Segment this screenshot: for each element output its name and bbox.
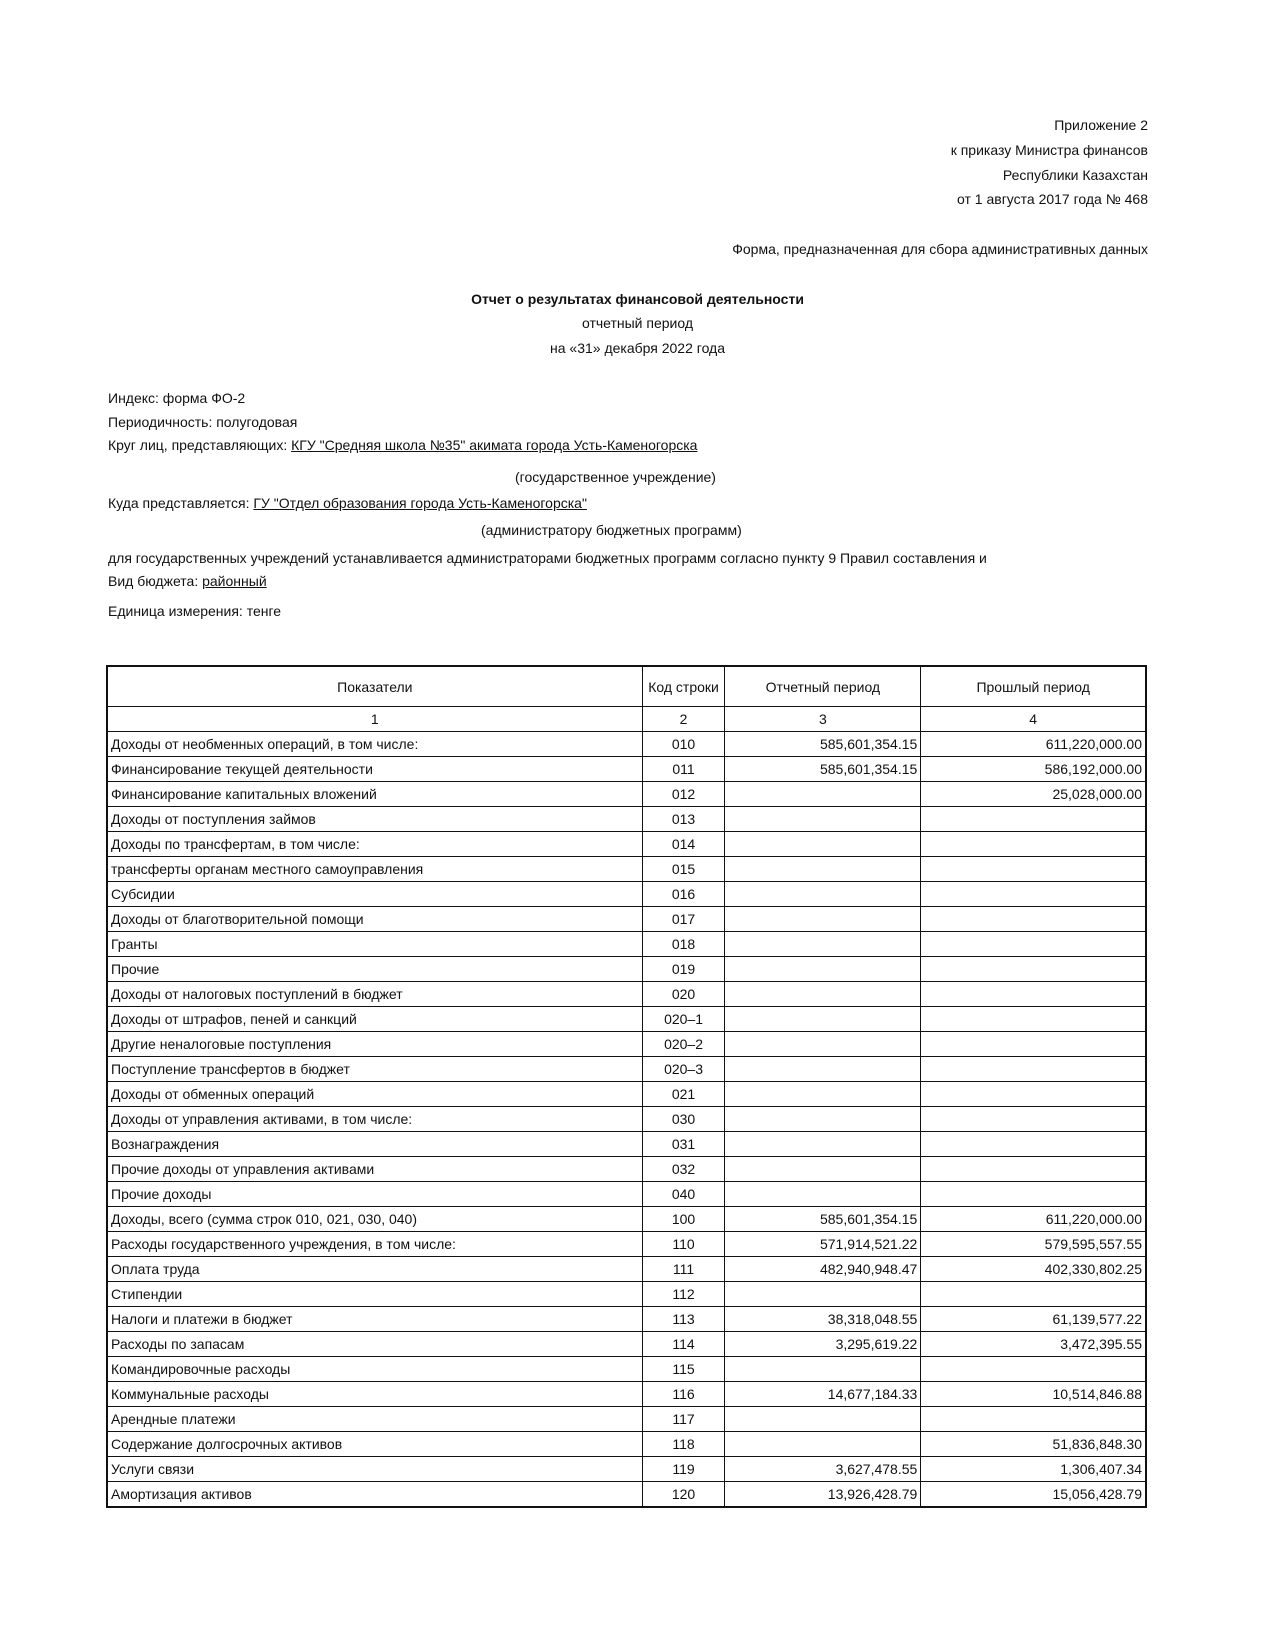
row-previous-value-cell: [921, 907, 1146, 932]
row-indicator-cell: Поступление трансфертов в бюджет: [107, 1057, 642, 1082]
row-current-value-cell: 571,914,521.22: [725, 1232, 921, 1257]
table-row: [107, 957, 1146, 982]
order-date-label: от 1 августа 2017 года № 468: [957, 191, 1148, 207]
report-date: на «31» декабря 2022 года: [550, 340, 725, 356]
column-number: 3: [725, 707, 921, 732]
deadline-text: для государственных учреждений устанавливается администраторами бюджетных программ согласно пункту 9 Правил составления и: [108, 550, 987, 566]
row-indicator-cell: Расходы государственного учреждения, в том числе:: [107, 1232, 642, 1257]
table-row: [107, 1282, 1146, 1307]
row-indicator-cell: Доходы от налоговых поступлений в бюджет: [107, 982, 642, 1007]
table-row: [107, 1007, 1146, 1032]
table-row: [107, 1407, 1146, 1432]
row-current-value-cell: 585,601,354.15: [725, 732, 921, 757]
submitters-note: (государственное учреждение): [515, 469, 716, 485]
row-code-cell: 110: [642, 1232, 725, 1257]
row-current-value-cell: 14,677,184.33: [725, 1382, 921, 1407]
table-row: [107, 1382, 1146, 1407]
row-previous-value-cell: 25,028,000.00: [921, 782, 1146, 807]
row-previous-value-cell: [921, 1282, 1146, 1307]
row-code-cell: 013: [642, 807, 725, 832]
row-indicator-cell: Финансирование капитальных вложений: [107, 782, 642, 807]
row-previous-value-cell: 10,514,846.88: [921, 1382, 1146, 1407]
table-row: [107, 832, 1146, 857]
row-previous-value-cell: 586,192,000.00: [921, 757, 1146, 782]
table-body: [107, 732, 1146, 1508]
row-code-cell: 117: [642, 1407, 725, 1432]
report-title: Отчет о результатах финансовой деятельности: [471, 291, 804, 307]
row-indicator-cell: Прочие доходы: [107, 1182, 642, 1207]
row-indicator-cell: Доходы от благотворительной помощи: [107, 907, 642, 932]
row-indicator-cell: Оплата труда: [107, 1257, 642, 1282]
row-previous-value-cell: [921, 1182, 1146, 1207]
row-indicator-cell: Доходы по трансфертам, в том числе:: [107, 832, 642, 857]
row-previous-value-cell: 51,836,848.30: [921, 1432, 1146, 1457]
table-row: [107, 782, 1146, 807]
table-row: [107, 1232, 1146, 1257]
row-previous-value-cell: 15,056,428.79: [921, 1482, 1146, 1508]
row-previous-value-cell: [921, 1082, 1146, 1107]
period-label: отчетный период: [581, 315, 694, 331]
row-current-value-cell: [725, 1432, 921, 1457]
row-code-cell: 118: [642, 1432, 725, 1457]
row-indicator-cell: Налоги и платежи в бюджет: [107, 1307, 642, 1332]
row-previous-value-cell: 579,595,557.55: [921, 1232, 1146, 1257]
row-indicator-cell: Расходы по запасам: [107, 1332, 642, 1357]
row-previous-value-cell: [921, 1357, 1146, 1382]
row-indicator-cell: Доходы от обменных операций: [107, 1082, 642, 1107]
column-header-previous: Прошлый период: [921, 666, 1146, 707]
row-indicator-cell: Арендные платежи: [107, 1407, 642, 1432]
budget-label: Вид бюджета:: [108, 573, 203, 589]
table-row: [107, 807, 1146, 832]
row-indicator-cell: Доходы от необменных операций, в том числе:: [107, 732, 642, 757]
row-code-cell: 020–2: [642, 1032, 725, 1057]
row-code-cell: 014: [642, 832, 725, 857]
row-code-cell: 032: [642, 1157, 725, 1182]
row-indicator-cell: Стипендии: [107, 1282, 642, 1307]
row-code-cell: 021: [642, 1082, 725, 1107]
row-code-cell: 010: [642, 732, 725, 757]
table-row: [107, 857, 1146, 882]
row-previous-value-cell: 3,472,395.55: [921, 1332, 1146, 1357]
table-row: [107, 1332, 1146, 1357]
row-current-value-cell: [725, 1082, 921, 1107]
table-row: [107, 1307, 1146, 1332]
recipient-label: Куда представляется:: [108, 495, 254, 511]
row-indicator-cell: Прочие доходы от управления активами: [107, 1157, 642, 1182]
table-row: [107, 1057, 1146, 1082]
row-current-value-cell: [725, 782, 921, 807]
row-code-cell: 119: [642, 1457, 725, 1482]
row-indicator-cell: Содержание долгосрочных активов: [107, 1432, 642, 1457]
row-current-value-cell: [725, 1032, 921, 1057]
submitters-label: Круг лиц, представляющих:: [108, 437, 292, 453]
row-indicator-cell: Коммунальные расходы: [107, 1382, 642, 1407]
form-purpose-label: Форма, предназначенная для сбора административных данных: [732, 241, 1148, 257]
row-current-value-cell: [725, 857, 921, 882]
row-code-cell: 111: [642, 1257, 725, 1282]
row-current-value-cell: [725, 807, 921, 832]
row-current-value-cell: [725, 1357, 921, 1382]
table-row: [107, 1182, 1146, 1207]
recipient-line: [108, 495, 587, 511]
table-row: [107, 757, 1146, 782]
row-code-cell: 112: [642, 1282, 725, 1307]
row-previous-value-cell: 611,220,000.00: [921, 1207, 1146, 1232]
row-current-value-cell: 585,601,354.15: [725, 1207, 921, 1232]
row-current-value-cell: [725, 982, 921, 1007]
order-label: к приказу Министра финансов: [950, 142, 1148, 158]
table-row: [107, 732, 1146, 757]
row-current-value-cell: [725, 932, 921, 957]
row-current-value-cell: [725, 907, 921, 932]
row-code-cell: 017: [642, 907, 725, 932]
row-current-value-cell: [725, 1182, 921, 1207]
recipient-value: ГУ "Отдел образования города Усть-Каменогорска": [253, 495, 587, 511]
row-current-value-cell: [725, 1282, 921, 1307]
row-indicator-cell: Доходы от управления активами, в том числе:: [107, 1107, 642, 1132]
row-indicator-cell: трансферты органам местного самоуправления: [107, 857, 642, 882]
row-previous-value-cell: [921, 932, 1146, 957]
column-number: 2: [642, 707, 725, 732]
row-current-value-cell: [725, 1132, 921, 1157]
budget-value: районный: [202, 573, 267, 589]
table-row: [107, 1357, 1146, 1382]
row-current-value-cell: [725, 1107, 921, 1132]
row-current-value-cell: 3,295,619.22: [725, 1332, 921, 1357]
row-code-cell: 030: [642, 1107, 725, 1132]
table-row: [107, 907, 1146, 932]
row-current-value-cell: 585,601,354.15: [725, 757, 921, 782]
row-indicator-cell: Командировочные расходы: [107, 1357, 642, 1382]
table-row: [107, 1207, 1146, 1232]
republic-label: Республики Казахстан: [1002, 167, 1148, 183]
report-table: [106, 665, 1147, 1508]
budget-line: [108, 573, 267, 589]
row-previous-value-cell: [921, 1157, 1146, 1182]
table-row: [107, 1257, 1146, 1282]
table-row: [107, 1082, 1146, 1107]
row-current-value-cell: 38,318,048.55: [725, 1307, 921, 1332]
row-previous-value-cell: 611,220,000.00: [921, 732, 1146, 757]
table-row: [107, 882, 1146, 907]
row-current-value-cell: [725, 1057, 921, 1082]
row-indicator-cell: Амортизация активов: [107, 1482, 642, 1508]
row-previous-value-cell: [921, 857, 1146, 882]
row-previous-value-cell: [921, 882, 1146, 907]
column-header-current: Отчетный период: [725, 666, 921, 707]
row-previous-value-cell: [921, 957, 1146, 982]
submitters-line: [108, 437, 697, 453]
row-indicator-cell: Другие неналоговые поступления: [107, 1032, 642, 1057]
row-code-cell: 012: [642, 782, 725, 807]
row-previous-value-cell: [921, 1032, 1146, 1057]
row-indicator-cell: Финансирование текущей деятельности: [107, 757, 642, 782]
row-code-cell: 116: [642, 1382, 725, 1407]
row-previous-value-cell: [921, 1057, 1146, 1082]
row-previous-value-cell: 61,139,577.22: [921, 1307, 1146, 1332]
row-code-cell: 114: [642, 1332, 725, 1357]
table-row: [107, 982, 1146, 1007]
row-code-cell: 019: [642, 957, 725, 982]
table-row: [107, 1157, 1146, 1182]
submitters-value: КГУ "Средняя школа №35" акимата города Усть-Каменогорска: [291, 437, 698, 453]
row-code-cell: 015: [642, 857, 725, 882]
row-code-cell: 016: [642, 882, 725, 907]
row-code-cell: 120: [642, 1482, 725, 1508]
row-current-value-cell: [725, 1157, 921, 1182]
column-header-indicators: Показатели: [107, 666, 642, 707]
appendix-label: Приложение 2: [1054, 117, 1148, 133]
row-indicator-cell: Услуги связи: [107, 1457, 642, 1482]
row-current-value-cell: 13,926,428.79: [725, 1482, 921, 1508]
row-current-value-cell: [725, 1407, 921, 1432]
row-code-cell: 115: [642, 1357, 725, 1382]
recipient-note: (администратору бюджетных программ): [481, 522, 742, 538]
row-previous-value-cell: [921, 832, 1146, 857]
row-code-cell: 040: [642, 1182, 725, 1207]
row-code-cell: 113: [642, 1307, 725, 1332]
row-code-cell: 020: [642, 982, 725, 1007]
row-current-value-cell: 482,940,948.47: [725, 1257, 921, 1282]
row-code-cell: 020–1: [642, 1007, 725, 1032]
column-number: 4: [921, 707, 1146, 732]
row-previous-value-cell: [921, 1407, 1146, 1432]
row-indicator-cell: Доходы от штрафов, пеней и санкций: [107, 1007, 642, 1032]
row-current-value-cell: [725, 1007, 921, 1032]
column-number-row: [107, 707, 1146, 732]
row-code-cell: 031: [642, 1132, 725, 1157]
row-current-value-cell: [725, 957, 921, 982]
table-row: [107, 1132, 1146, 1157]
row-indicator-cell: Гранты: [107, 932, 642, 957]
periodicity-label: Периодичность: полугодовая: [108, 414, 298, 430]
row-indicator-cell: Субсидии: [107, 882, 642, 907]
row-previous-value-cell: [921, 1132, 1146, 1157]
row-code-cell: 011: [642, 757, 725, 782]
row-previous-value-cell: [921, 807, 1146, 832]
table-row: [107, 1432, 1146, 1457]
row-current-value-cell: [725, 832, 921, 857]
row-previous-value-cell: [921, 1107, 1146, 1132]
row-previous-value-cell: 1,306,407.34: [921, 1457, 1146, 1482]
row-indicator-cell: Прочие: [107, 957, 642, 982]
row-current-value-cell: [725, 882, 921, 907]
row-previous-value-cell: [921, 982, 1146, 1007]
row-previous-value-cell: [921, 1007, 1146, 1032]
row-code-cell: 018: [642, 932, 725, 957]
row-indicator-cell: Доходы от поступления займов: [107, 807, 642, 832]
row-previous-value-cell: 402,330,802.25: [921, 1257, 1146, 1282]
table-header-row: [107, 666, 1146, 707]
row-indicator-cell: Вознаграждения: [107, 1132, 642, 1157]
row-current-value-cell: 3,627,478.55: [725, 1457, 921, 1482]
row-code-cell: 020–3: [642, 1057, 725, 1082]
table-row: [107, 1457, 1146, 1482]
table-row: [107, 932, 1146, 957]
row-indicator-cell: Доходы, всего (сумма строк 010, 021, 030, 040): [107, 1207, 642, 1232]
column-header-code: Код строки: [642, 666, 725, 707]
table-row: [107, 1107, 1146, 1132]
table-row: [107, 1032, 1146, 1057]
unit-label: Единица измерения: тенге: [108, 603, 282, 619]
row-code-cell: 100: [642, 1207, 725, 1232]
index-label: Индекс: форма ФО-2: [108, 390, 246, 406]
table-row: [107, 1482, 1146, 1508]
column-number: 1: [107, 707, 642, 732]
